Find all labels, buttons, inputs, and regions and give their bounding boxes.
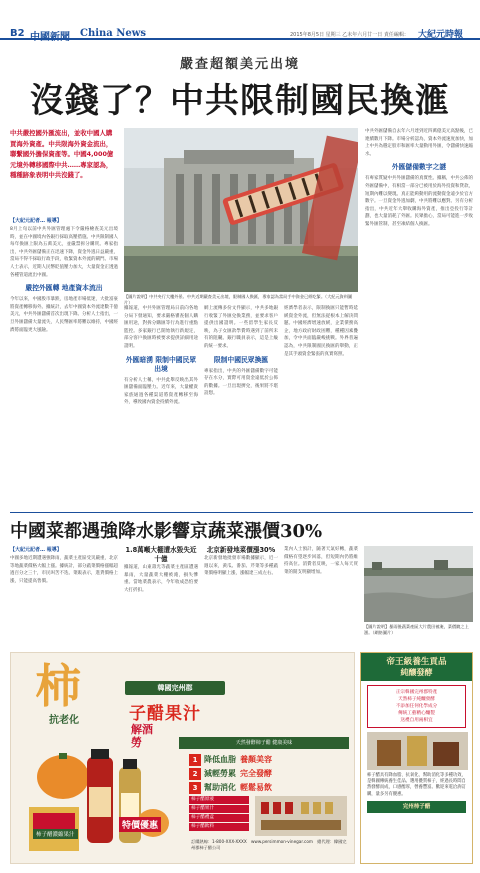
second-col3-text: 北京新發地批發市場數據顯示，近一週以來，黃瓜、番茄、芹菜等多種蔬菜價格明顯上漲，漲幅達三成左右。 <box>204 556 278 577</box>
main-lead: 中共嚴控國外匯流出，並收中國人購買海外資產。中共限海外資金流出，聯繫國外擔保資產等。中國4,000億元境外轉移國際中共……專家認為，種種跡象表明中共沒錢了。 <box>10 129 114 179</box>
benefit-number: 1 <box>189 754 201 766</box>
issue-date: 2015年8月5日 星期三 乙未年六月廿一日 責任編輯： <box>290 32 409 38</box>
benefit-extra: 養顏美容 <box>240 755 272 764</box>
benefit-extra: 完全發酵 <box>240 769 272 778</box>
second-col2-text: 據報道，山東壽光等蔬菜主產區遭遇暴雨，大量蔬菜大棚被淹，損失慘重。當地菜農表示，今年收成恐怕要大打折扣。 <box>124 565 198 593</box>
main-col4-text: 經濟學者表示，限制換匯只能暫時延緩資金外流，但無法從根本上解決問題。中國經濟增速放緩，企業債務高企，地方政府財政困難，種種因素疊加，令中共面臨嚴峻挑戰。外界普遍認為，中共限制國民換匯的舉動，正是其手頭資金緊張的真實寫照。 <box>284 306 358 357</box>
ad-sale-tag: 特價優惠 <box>119 817 161 832</box>
persimmon-vinegar-ad[interactable] <box>10 652 355 864</box>
section-code: B2 <box>10 28 25 39</box>
ad-benefit-item <box>189 767 349 780</box>
ad-benefit-item <box>189 781 349 794</box>
ad-right-feature-line: 正宗韓國完州郡特產 <box>395 690 438 695</box>
ad-right-feature-box <box>367 685 466 728</box>
benefit-extra: 輕鬆易飲 <box>240 783 272 792</box>
imperial-tonic-ad[interactable] <box>360 652 473 864</box>
flood-photo <box>364 546 473 622</box>
newspaper-masthead: 大紀元時報 <box>418 30 464 40</box>
benefit-number: 2 <box>189 768 201 780</box>
benefit-label: 降低血脂 <box>204 755 236 764</box>
main-col6-text: 中共外匯儲備自去年六月達到近四萬億美元高點後，已連續數月下降。市場分析認為，資本外流速度加快，加上中共為穩定股市和匯率大量動用外匯，令儲備快速縮水。 <box>365 129 473 157</box>
central-photo-caption: 【圖片說明】中共央行大樓外景。中共近期嚴查美元出境，限制國人換匯，專家認為當局手中資金已經吃緊。（大紀元資料圖片） <box>124 294 353 305</box>
ad-right-header <box>361 653 472 681</box>
second-column-4 <box>284 546 358 644</box>
ad-origin-badge: 韓國完州郡 <box>125 681 225 695</box>
second-byline: 【大紀元記者… 報導】 <box>10 547 62 553</box>
ad-bottles-image <box>23 737 173 857</box>
main-column-3 <box>204 305 278 508</box>
main-col1-text2: 今年以來，中國股市暴跌，房地產市場低迷，大批富豪將資產轉移海外。據統計，去年中國資本外流達數千億美元，中共外匯儲備首次出現下降。分析人士指出，一旦外匯儲備大量流失，人民幣匯率將難以維持，中國經濟將面臨更大風險。 <box>10 297 118 333</box>
section-english-name: China News <box>80 28 147 39</box>
ad-claim-bar: 天然發酵柿子醋 健康美味 <box>179 737 349 749</box>
main-subhead-1: 嚴控外匯轉 地產資本流出 <box>25 284 103 293</box>
main-subhead-3: 限制中國民眾換匯 <box>213 355 269 364</box>
ad-right-feature-line: 傳統工藝精心釀製 <box>398 711 435 716</box>
page-header <box>0 0 480 43</box>
central-bank-photo <box>124 128 358 292</box>
main-column-2 <box>124 305 198 508</box>
ad-right-feature-line: 天然柿子純釀發酵 <box>398 697 435 702</box>
benefit-label: 減輕勞累 <box>204 769 236 778</box>
main-column-6 <box>365 128 473 508</box>
benefit-label: 幫助消化 <box>204 783 236 792</box>
ad-anti-aging-label: 抗老化 <box>49 715 79 726</box>
ad-product-list-item: 柿子醋禮盒 <box>189 814 249 822</box>
second-column-1 <box>10 546 118 644</box>
main-col3-text2: 專家指出，中共的外匯儲備數字可能存在水分，實際可用資金遠低於公佈的數據。一旦出現擠兌，後果將不堪設想。 <box>204 368 278 397</box>
ad-right-title: 帝王級養生貢品 <box>386 657 447 667</box>
ad-product-list-item: 柿子醋果汁 <box>189 805 249 813</box>
main-column-1 <box>10 217 118 507</box>
ad-pack-label: 柿子醋濃縮果汁 <box>33 829 78 839</box>
second-column-3 <box>204 546 278 644</box>
main-subhead-6: 外匯儲備數字之謎 <box>391 163 447 172</box>
second-column-2 <box>124 546 198 644</box>
ad-right-body-text: 柿子醋具有降血脂、抗氧化、幫助消化等多種功效，是韓國傳統養生佳品。選用優質柿子，經過長時間自然發酵而成，口感醇厚，營養豐富。歡迎來電洽詢訂購，量多另有優惠。 <box>367 773 466 797</box>
ad-right-body <box>367 773 466 798</box>
section-name: 中國新聞 <box>30 32 70 43</box>
main-col3-text: 網上流傳多份文件顯示，中共多地銀行收緊了外匯兌換業務，並要求客戶提供出國證明。一些留學生家長反映，為子女匯款學費時遇到了前所未有的阻礙。銀行職員表示，這是上級的統一要求。 <box>204 306 278 349</box>
second-headline: 中國菜都遇強降水影響京蔬菜漲價30% <box>10 521 323 542</box>
section-divider <box>10 512 473 513</box>
ad-benefit-item <box>189 753 349 766</box>
ad-product-list <box>189 796 249 832</box>
ad-product-list-item: 柿子醋飲料 <box>189 823 249 831</box>
main-kicker: 嚴查超額美元出境 <box>179 57 300 72</box>
ad-product-list-item: 柿子醋原液 <box>189 796 249 804</box>
ad-big-character: 柿 <box>35 659 81 713</box>
ad-hangover-label: 解酒勞 <box>131 723 153 749</box>
ad-contact-info: 訂購熱線：1-800-XXX-XXXX www.persimmon-vinegar.com 總代理：韓國完州郡柿子醋公司 <box>191 839 347 850</box>
ad-right-product-photo <box>367 732 466 770</box>
second-subhead-1: 1.8萬噸大棚遭水毀失近十億 <box>125 546 197 563</box>
ad-product-name: 子醋果汁 <box>129 704 201 724</box>
main-subhead-2: 外匯暗湧 限制中國民眾出境 <box>125 355 197 373</box>
ad-right-feature-line: 不添加任何化學成分 <box>395 704 438 709</box>
main-byline: 【大紀元記者… 報導】 <box>10 218 62 224</box>
ad-right-brand: 完州柿子醋 <box>367 801 466 813</box>
main-col6-text2: 有專家質疑中共外匯儲備的真實性。據稱，中共公佈的外匯儲備中，有相當一部分已被用於海外投資和貸款，短期內難以變現。真正能夠動用的流動資金遠少於官方數字。一旦資金外逃加劇，中共將難以應對。另有分析指出，中共近年大舉收購海外資產，推出亞投行等計劃，也大量消耗了外匯。民眾擔心，當局可能進一步收緊外匯管制，甚至凍結個人換匯。 <box>365 176 473 227</box>
main-col1-text: 8月上旬以前中共外匯管理處下令嚴格檢查美元出境時，並在中國境內各銀行採取高壓措施。中共限制國人每年換匯上限為五萬美元，並嚴禁拆分購買。專家指出，中共外匯儲備正在迅速下降，資金外逃日益嚴重，當局不得不採取行政手段，收緊資本外流的閘門。市場人士表示，近期人民幣貶值壓力加大，大量資金正透過各種管道流出中國。 <box>10 227 118 278</box>
main-col2-text: 據報道，中共外匯管理局日前向各地分局下發通知，要求嚴格審查個人購匯用途，對拆分購匯等行為進行重點監控。多家銀行已開始執行新規定，部分客戶換匯時被要求提供詳細用途證明。 <box>124 306 198 349</box>
second-subhead-2: 北京新發地菜價漲30% <box>206 546 276 554</box>
benefit-number: 3 <box>189 782 201 794</box>
second-col4-text: 業內人士預計，隨著天氣好轉，蔬菜價格有望逐步回落，但短期內仍將維持高位。消費者反映，一家人每天買菜的開支明顯增加。 <box>284 547 358 575</box>
ad-right-feature-line: 送禮自用兩相宜 <box>400 718 433 723</box>
ad-right-subtitle: 純釀發酵 <box>400 668 433 677</box>
main-col2-text2: 有分析人士稱，中共此舉反映出其外匯儲備面臨壓力。近年來，大量權貴家族通過各種渠道將資產轉移至海外，導致國內資金持續外流。 <box>124 377 198 406</box>
ad-store-shelf-image <box>255 796 347 836</box>
flood-photo-caption: 【圖片說明】暴雨後蔬菜產區大片農田被淹，菜價隨之上漲。（網絡圖片） <box>364 624 469 635</box>
ad-benefits-list <box>189 753 349 795</box>
second-col1-text: 中國多地近期遭遇強降雨，蔬菜主產區受災嚴重，北京等地蔬菜價格大幅上漲。據統計，部分蔬菜價格漲幅超過百分之三十，市民叫苦不迭。菜販表示，進貨價格上漲，只能提高售價。 <box>10 556 118 584</box>
main-column-4 <box>284 305 358 508</box>
main-headline: 沒錢了？中共限制國民換滙 <box>30 81 450 121</box>
